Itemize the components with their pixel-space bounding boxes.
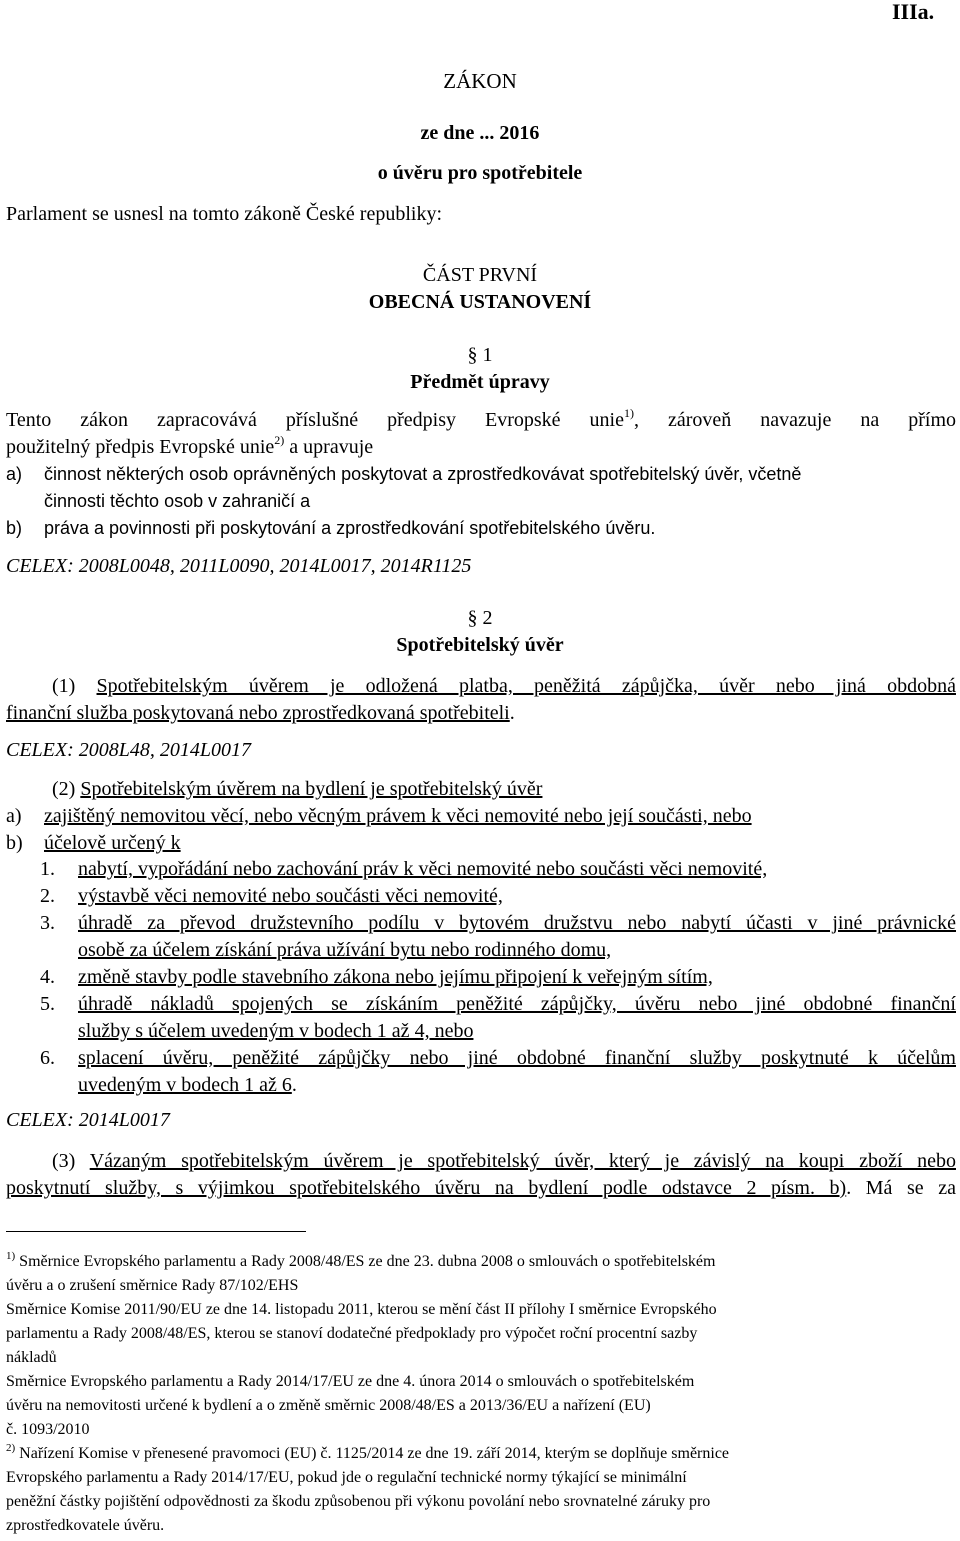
section-2-paragraph-2: (2) Spotřebitelským úvěrem na bydlení je spotřebitelský úvěr: [52, 778, 543, 800]
footnote-1-line-5: nákladů: [6, 1349, 57, 1366]
section-1-item-a: a) činnost některých osob oprávněných poskytovat a zprostředkovávat spotřebitelský úvěr, včetně: [6, 464, 802, 484]
section-1-title: Předmět úpravy: [410, 371, 550, 393]
document-label: IIIa.: [892, 0, 935, 24]
part-name: ČÁST PRVNÍ: [422, 264, 538, 286]
section-1-item-b: b) práva a povinnosti při poskytování a zprostředkování spotřebitelského úvěru.: [6, 518, 656, 538]
point-number: 4.: [40, 966, 55, 988]
point-text-continued: služby s účelem uvedeným v bodech 1 až 4, nebo: [78, 1020, 474, 1042]
section-2-number: § 2: [467, 607, 493, 629]
footnote-1-line-8: č. 1093/2010: [6, 1421, 90, 1438]
footnote-1-line-3: Směrnice Komise 2011/90/EU ze dne 14. listopadu 2011, kterou se mění část II přílohy I směrnice Evropského: [6, 1301, 717, 1318]
point-number: 3.: [40, 912, 55, 934]
point-text: změně stavby podle stavebního zákona nebo jejímu připojení k veřejným sítím,: [78, 966, 713, 988]
law-date: ze dne ... 2016: [420, 122, 540, 144]
footnote-2-line-1: $^{2)}$ Nařízení Komise v přenesené pravomoci (EU) č. 1125/2014 ze dne 19. září 2014, kterým se doplňuje směrnice: [6, 1442, 730, 1462]
footnote-1-line-1: $^{1)}$ Směrnice Evropského parlamentu a Rady 2008/48/ES ze dne 23. dubna 2008 o smlouvách o spotřebitelském: [6, 1250, 716, 1270]
point-number: 5.: [40, 993, 55, 1015]
law-title: ZÁKON: [443, 69, 517, 93]
point-text: výstavbě věci nemovité nebo součásti věci nemovité,: [78, 885, 503, 907]
point-text-continued: osobě za účelem získání práva užívání bytu nebo rodinného domu,: [78, 939, 612, 961]
section-1-celex: CELEX: 2008L0048, 2011L0090, 2014L0017, 2014R1125: [6, 555, 472, 577]
footnote-2-line-4: zprostředkovatele úvěru.: [6, 1517, 165, 1534]
law-subject: o úvěru pro spotřebitele: [377, 162, 583, 184]
footnote-1-line-6: Směrnice Evropského parlamentu a Rady 2014/17/EU ze dne 4. února 2014 o smlouvách o spotřebitelském: [6, 1373, 695, 1390]
section-2-paragraph-1: (1) Spotřebitelským úvěrem je odložená platba, peněžitá zápůjčka, úvěr nebo jiná obdobná finanční služba poskytovaná nebo zprostředkovaná spotřebiteli.: [6, 675, 956, 724]
footnote-1-line-2: úvěru a o zrušení směrnice Rady 87/102/EHS: [6, 1277, 299, 1294]
section-1-item-a-cont: činnosti těchto osob v zahraničí a: [44, 491, 311, 511]
footnote-1-line-4: parlamentu a Rady 2008/48/ES, kterou se stanoví dodatečné předpoklady pro výpočet roční procentní sazby: [6, 1325, 698, 1342]
footnote-2-line-2: Evropského parlamentu a Rady 2014/17/EU, pokud jde o regulační technické normy týkající se minimální: [6, 1469, 687, 1486]
point-number: 6.: [40, 1047, 55, 1069]
section-2-item-b: b) účelově určený k: [6, 832, 181, 854]
preamble: Parlament se usnesl na tomto zákoně České republiky:: [6, 203, 443, 225]
footnote-separator: [6, 1231, 306, 1232]
section-1-number: § 1: [467, 344, 493, 366]
section-2-celex-2: CELEX: 2014L0017: [6, 1109, 170, 1131]
point-number: 2.: [40, 885, 55, 907]
section-1-intro: Tento zákon zapracovává příslušné předpisy Evropské unie$^{1)}$, zároveň navazuje na přímo použitelný předpis Evropské unie$^{2)}$ a upravuje: [6, 407, 956, 458]
point-text-continued: uvedeným v bodech 1 až 6.: [78, 1074, 297, 1096]
section-2-title: Spotřebitelský úvěr: [396, 634, 564, 656]
point-text: nabytí, vypořádání nebo zachování práv k věci nemovité nebo součásti věci nemovité,: [78, 858, 768, 880]
point-text: splacení úvěru, peněžité zápůjčky nebo jiné obdobné finanční služby poskytnuté k účelům: [78, 1047, 956, 1069]
footnote-1-line-7: úvěru na nemovitosti určené k bydlení a o změně směrnic 2008/48/ES a 2013/36/EU a nařízení (EU): [6, 1397, 651, 1414]
point-text: úhradě nákladů spojených se získáním peněžité zápůjčky, úvěru nebo jiné obdobné finanční: [78, 993, 956, 1015]
section-2-item-a: a) zajištěný nemovitou věcí, nebo věcným právem k věci nemovité nebo její součásti, nebo: [6, 805, 752, 827]
footnote-2-line-3: peněžní částky pojištění odpovědnosti za škodu způsobenou při výkonu povolání nebo srovnatelné záruky pro: [6, 1493, 711, 1510]
point-number: 1.: [40, 858, 55, 880]
point-text: úhradě za převod družstevního podílu v bytovém družstvu nebo nabytí účasti v jiné právnické: [78, 912, 956, 934]
part-heading: OBECNÁ USTANOVENÍ: [368, 291, 592, 313]
section-2-paragraph-3: (3) Vázaným spotřebitelským úvěrem je spotřebitelský úvěr, který je závislý na koupi zboží nebo poskytnutí služby, s výjimkou spotřebitelského úvěru na bydlení podle odstavce 2 písm. b). Má se za: [6, 1150, 956, 1199]
section-2-celex-1: CELEX: 2008L48, 2014L0017: [6, 739, 252, 761]
